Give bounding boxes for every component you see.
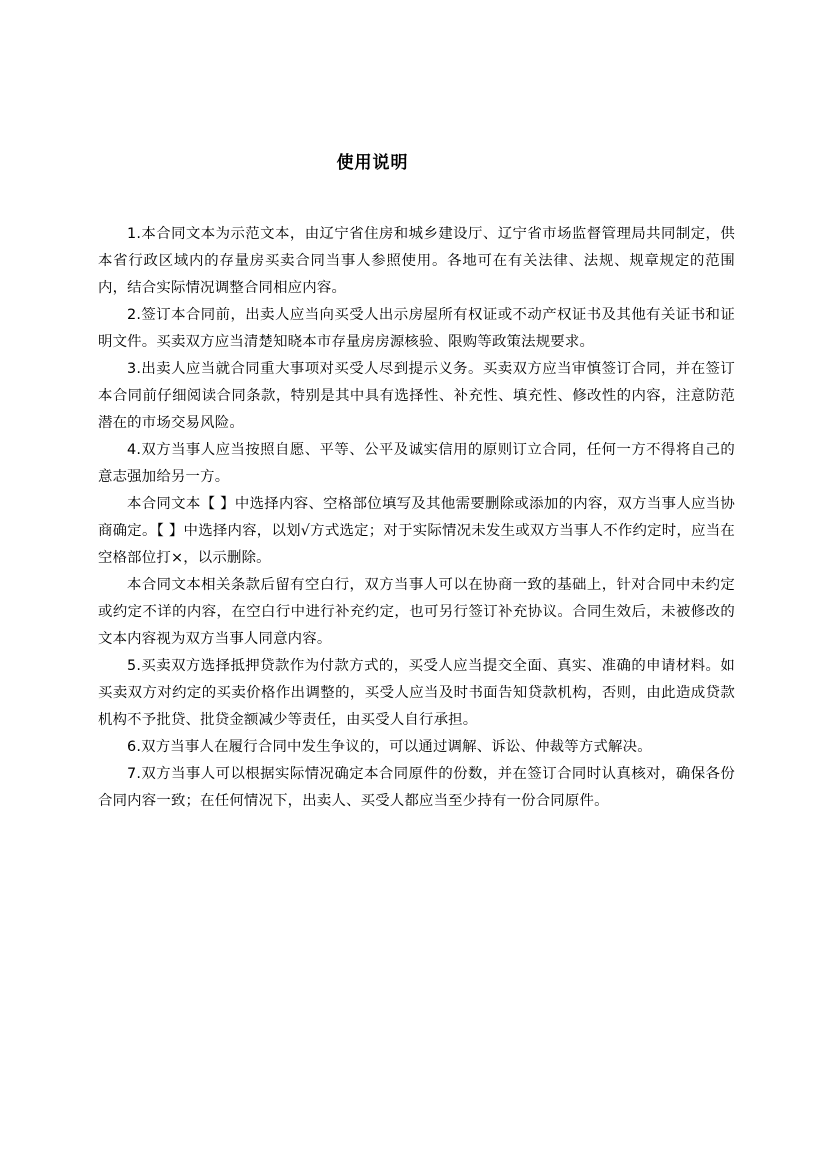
paragraph-5: 5.买卖双方选择抵押贷款作为付款方式的，买受人应当提交全面、真实、准确的申请材料。如买卖双方对约定的买卖价格作出调整的，买受人应当及时书面告知贷款机构，否则，由此造成贷款机构不予批贷、批贷金额减少等责任，由买受人自行承担。 <box>98 658 735 728</box>
paragraph-1: 1.本合同文本为示范文本，由辽宁省住房和城乡建设厅、辽宁省市场监督管理局共同制定，供本省行政区域内的存量房买卖合同当事人参照使用。各地可在有关法律、法规、规章规定的范围内，结合实际情况调整合同相应内容。 <box>98 226 735 296</box>
instructions-body <box>98 221 735 815</box>
paragraph-6: 6.双方当事人在履行合同中发生争议的，可以通过调解、诉讼、仲裁等方式解决。 <box>127 739 652 755</box>
paragraph-4-blank-lines-note: 本合同文本相关条款后留有空白行，双方当事人可以在协商一致的基础上，针对合同中未约定或约定不详的内容，在空白行中进行补充约定，也可另行签订补充协议。合同生效后，未被修改的文本内容视为双方当事人同意内容。 <box>98 577 735 647</box>
paragraph-2: 2.签订本合同前，出卖人应当向买受人出示房屋所有权证或不动产权证书及其他有关证书和证明文件。买卖双方应当清楚知晓本市存量房房源核验、限购等政策法规要求。 <box>98 307 735 350</box>
paragraph-3: 3.出卖人应当就合同重大事项对买受人尽到提示义务。买卖双方应当审慎签订合同，并在签订本合同前仔细阅读合同条款，特别是其中具有选择性、补充性、填充性、修改性的内容，注意防范潜在的市场交易风险。 <box>98 361 735 431</box>
paragraph-4-selection-note: 本合同文本【 】中选择内容、空格部位填写及其他需要删除或添加的内容，双方当事人应当协商确定。【 】中选择内容，以划√方式选定；对于实际情况未发生或双方当事人不作约定时，应当在空格部位打×，以示删除。 <box>98 496 735 566</box>
page-title: 使用说明 <box>336 153 409 173</box>
paragraph-4: 4.双方当事人应当按照自愿、平等、公平及诚实信用的原则订立合同，任何一方不得将自己的意志强加给另一方。 <box>98 442 735 485</box>
paragraph-7: 7.双方当事人可以根据实际情况确定本合同原件的份数，并在签订合同时认真核对，确保各份合同内容一致；在任何情况下，出卖人、买受人都应当至少持有一份合同原件。 <box>98 766 735 809</box>
